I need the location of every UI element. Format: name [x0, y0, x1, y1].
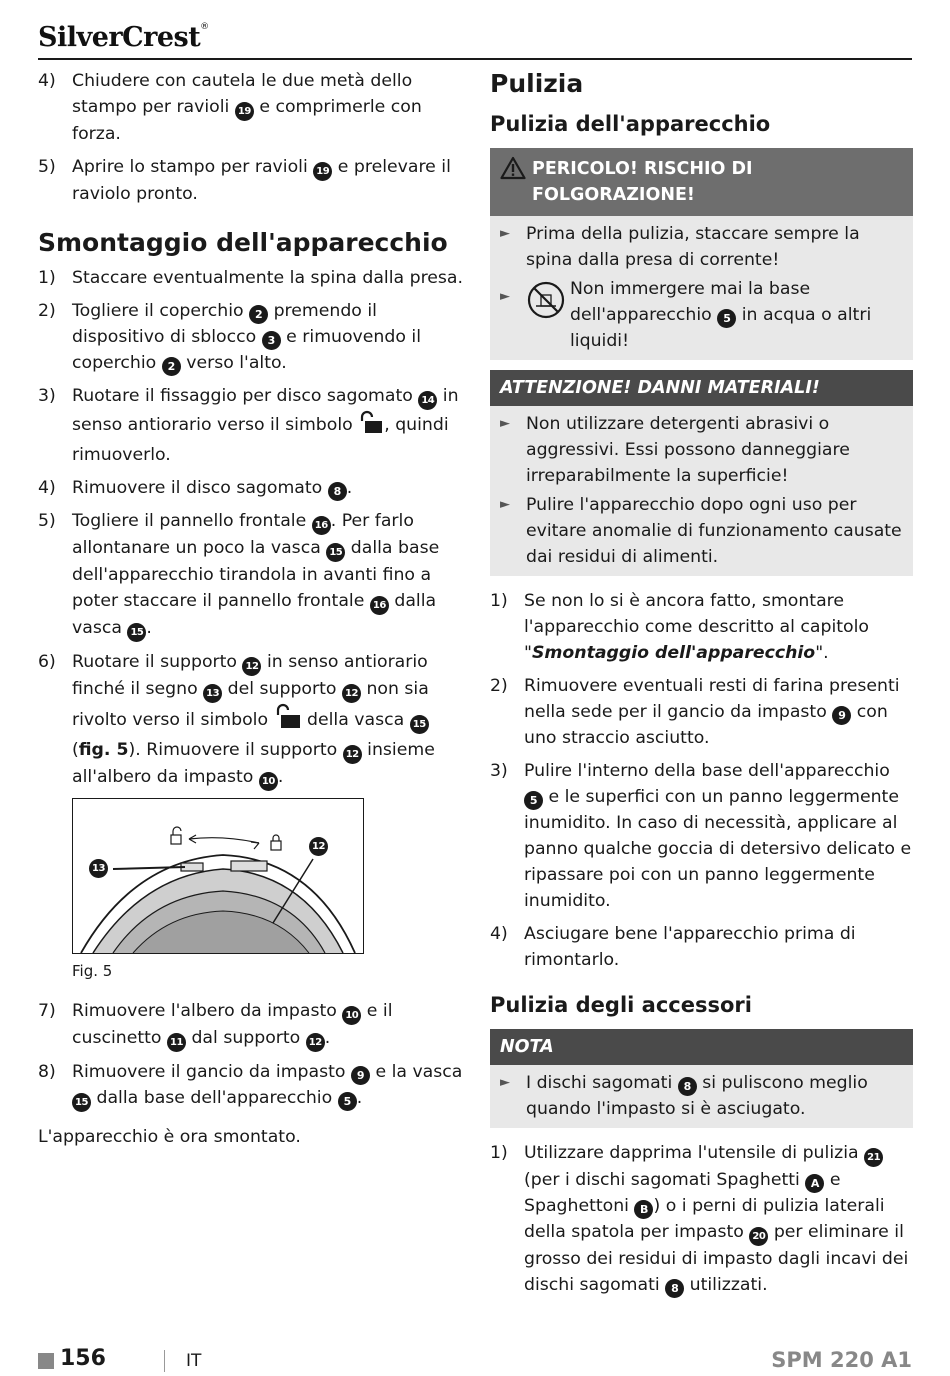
list-item: ► Pulire l'apparecchio dopo ogni uso per evitare anomalie di funzionamento causate dai residui di alimenti.	[500, 495, 902, 567]
part-number-badge: 5	[524, 791, 543, 810]
figure-caption: Fig. 5	[72, 962, 113, 980]
list-item: ► Non immergere mai la base dell'apparecchio 5 in acqua o altri liquidi!	[500, 276, 903, 354]
divider	[164, 1350, 165, 1372]
caution-box	[490, 370, 913, 576]
part-number-badge: 19	[235, 102, 254, 121]
figure-label-13: 13	[89, 859, 108, 878]
section-heading: Pulizia	[490, 69, 584, 98]
part-number-badge: 8	[678, 1077, 697, 1096]
part-number-badge: 15	[127, 623, 146, 642]
list-item: 2) Rimuovere eventuali resti di farina presenti nella sede per il gancio da impasto 9 con uno straccio asciutto.	[490, 676, 900, 748]
language-code: IT	[186, 1351, 202, 1371]
part-number-badge: 3	[262, 331, 281, 350]
part-number-badge: 10	[259, 772, 278, 791]
part-number-badge: 9	[351, 1066, 370, 1085]
part-number-badge: 21	[864, 1148, 883, 1167]
list-item: 5) Togliere il pannello frontale 16 . Per farlo allontanare un poco la vasca 15 dalla base dell'apparecchio tirandola in avanti fino a poter staccare il pannello frontale 16 dalla vasca 15 .	[38, 508, 464, 642]
part-number-badge: A	[805, 1174, 824, 1193]
list-item: 1) Utilizzare dapprima l'utensile di pulizia 21 (per i dischi sagomati Spaghetti A e Spaghettoni B ) o i perni di pulizia laterali della spatola per impasto 20 per eliminare il grosso dei residui di impasto dagli incavi dei dischi sagomati 8 utilizzati.	[490, 1140, 913, 1298]
list-item: 2) Togliere il coperchio 2 premendo il dispositivo di sblocco 3 e rimuovendo il coperchio 2 verso l'alto.	[38, 298, 464, 376]
list-item: 8) Rimuovere il gancio da impasto 9 e la vasca 15 dalla base dell'apparecchio 5 .	[38, 1059, 464, 1112]
page-number: 156	[60, 1346, 106, 1371]
right-column	[490, 68, 913, 1305]
list-item: 3) Pulire l'interno della base dell'apparecchio 5 e le superfici con un panno leggermente inumidito. In caso di necessità, applicare al panno qualche goccia di detersivo delicato e ripassare poi con un panno leggermente inumidito.	[490, 761, 912, 911]
part-number-badge: 8	[665, 1279, 684, 1298]
part-number-badge: 12	[242, 657, 261, 676]
part-number-badge: 9	[832, 706, 851, 725]
list-item: 4) Chiudere con cautela le due metà dello stampo per ravioli 19 e comprimerle con forza.	[38, 71, 422, 144]
part-number-badge: 2	[249, 305, 268, 324]
list-item: 4) Asciugare bene l'apparecchio prima di rimontarlo.	[490, 924, 856, 970]
danger-title: PERICOLO! RISCHIO DI FOLGORAZIONE!	[490, 148, 913, 216]
part-number-badge: 8	[328, 482, 347, 501]
part-number-badge: 11	[167, 1033, 186, 1052]
part-number-badge: 12	[306, 1033, 325, 1052]
list-item: 1) Se non lo si è ancora fatto, smontare l'apparecchio come descritto al capitolo "Smontaggio dell'apparecchio".	[490, 591, 869, 663]
list-item: ► Prima della pulizia, staccare sempre la spina dalla presa di corrente!	[500, 224, 860, 270]
model-number: SPM 220 A1	[771, 1348, 912, 1372]
part-number-badge: 15	[410, 715, 429, 734]
part-number-badge: B	[634, 1200, 653, 1219]
part-number-badge: 13	[203, 684, 222, 703]
page-marker	[38, 1353, 54, 1369]
closing-text: L'apparecchio è ora smontato.	[38, 1127, 301, 1147]
list-item: ► Non utilizzare detergenti abrasivi o aggressivi. Essi possono danneggiare irreparabilmente la superficie!	[500, 414, 850, 486]
note-title: NOTA	[490, 1029, 913, 1065]
part-number-badge: 5	[338, 1092, 357, 1111]
part-number-badge: 16	[370, 596, 389, 615]
page-header	[38, 22, 912, 60]
figure-label-12: 12	[309, 837, 328, 856]
subsection-heading: Pulizia degli accessori	[490, 993, 752, 1017]
danger-box	[490, 148, 913, 360]
list-item: ► I dischi sagomati 8 si puliscono meglio quando l'impasto si è asciugato.	[500, 1073, 868, 1119]
list-item: 4) Rimuovere il disco sagomato 8 .	[38, 475, 464, 501]
section-heading: Smontaggio dell'apparecchio	[38, 228, 448, 257]
list-item: 5) Aprire lo stampo per ravioli 19 e prelevare il raviolo pronto.	[38, 157, 451, 204]
warning-triangle-icon	[500, 156, 532, 208]
bowl-support-illustration	[73, 799, 363, 953]
part-number-badge: 14	[418, 391, 437, 410]
part-number-badge: 20	[749, 1227, 768, 1246]
part-number-badge: 15	[72, 1093, 91, 1112]
caution-title: ATTENZIONE! DANNI MATERIALI!	[490, 370, 913, 406]
part-number-badge: 5	[717, 309, 736, 328]
subsection-heading: Pulizia dell'apparecchio	[490, 112, 771, 136]
figure-5	[72, 798, 364, 954]
part-number-badge: 2	[162, 357, 181, 376]
page-footer	[38, 1346, 912, 1376]
part-number-badge: 16	[312, 516, 331, 535]
list-item: 6) Ruotare il supporto 12 in senso antiorario finché il segno 13 del supporto 12 non sia rivolto verso il simbolo della vasca 15 (fig. 5). Rimuovere il supporto 12 insieme all'albero da impasto 10 .	[38, 649, 464, 791]
part-number-badge: 15	[326, 543, 345, 562]
left-column	[38, 68, 464, 1150]
no-immersion-icon	[526, 276, 570, 354]
list-item: 1) Staccare eventualmente la spina dalla presa.	[38, 268, 464, 288]
unlock-icon	[358, 410, 384, 442]
list-item: 3) Ruotare il fissaggio per disco sagomato 14 in senso antiorario verso il simbolo , quindi rimuoverlo.	[38, 386, 459, 465]
part-number-badge: 10	[342, 1006, 361, 1025]
unlock-icon	[274, 703, 302, 737]
brand-logo: SilverCrest®	[38, 22, 209, 53]
note-box	[490, 1029, 913, 1128]
part-number-badge: 12	[342, 684, 361, 703]
part-number-badge: 19	[313, 162, 332, 181]
part-number-badge: 12	[343, 745, 362, 764]
list-item: 7) Rimuovere l'albero da impasto 10 e il cuscinetto 11 dal supporto 12 .	[38, 998, 464, 1052]
